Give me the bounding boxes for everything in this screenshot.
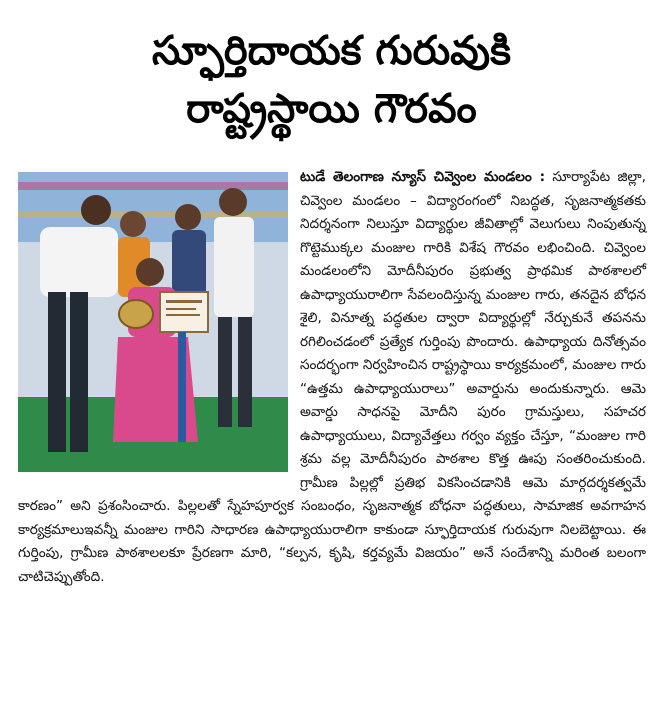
headline-line-2: రాష్ట్రస్థాయి గౌరవం xyxy=(186,86,477,132)
headline xyxy=(0,22,663,138)
dateline: టుడే తెలంగాణ న్యూస్ చివ్వెంల మండలం : xyxy=(300,169,546,185)
headline-line-1: స్ఫూర్తిదాయక గురువుకి xyxy=(152,28,511,74)
article-body xyxy=(18,166,646,589)
article-text: సూర్యాపేట జిల్లా, చివ్వెంల మండలం – విద్యారంగంలో నిబద్ధత, సృజనాత్మకతకు నిదర్శనంగా నిలుస్తూ విద్యార్థుల జీవితాల్లో వెలుగులు నింపుతున్న గొట్టెముక్కల మంజుల గారికి విశేష గౌరవం లభించింది. చివ్వెంల మండలంలోని మోదీనీపురం ప్రభుత్వ ప్రాథమిక పాఠశాలలో ఉపాధ్యాయురాలిగా సేవలందిస్తున్న మంజుల గారు, తనదైన బోధన శైలి, వినూత్న పద్ధతుల ద్వారా విద్యార్థుల్లో నేర్చుకునే తపనను రగిలించడంలో ప్రత్యేక గుర్తింపు పొందారు. ఉపాధ్యాయ దినోత్సవం సందర్భంగా నిర్వహించిన రాష్ట్రస్థాయి కార్యక్రమంలో, మంజుల గారు “ఉత్తమ ఉపాధ్యాయురాలు” అవార్డును అందుకున్నారు. ఆమె అవార్డు సాధనపై మోదీని పురం గ్రామస్తులు, సహచర ఉపాధ్యాయులు, విద్యావేత్తలు గర్వం వ్యక్తం చేస్తూ, “మంజుల గారి శ్రమ వల్ల మోదీనీపురం పాఠశాల కొత్త ఊపు సంతరించుకుంది. గ్రామీణ పిల్లల్లో ప్రతిభ వికసించడానికి ఆమె మార్గదర్శకత్వమే కారణం” అని ప్రశంసించారు. పిల్లలతో స్నేహపూర్వక సంబంధం, సృజనాత్మక బోధనా పద్ధతులు, సామాజిక అవగాహన కార్యక్రమాలుఇవన్నీ మంజుల గారిని సాధారణ ఉపాధ్యాయురాలిగా కాకుండా స్ఫూర్తిదాయక గురువుగా నిలబెట్టాయి. ఈ గుర్తింపు, గ్రామీణ పాఠశాలలకూ ప్రేరణగా మారి, “కల్పన, కృషి, కర్తవ్యమే విజయం” అనే సందేశాన్ని మరింత బలంగా చాటిచెప్పుతోంది. xyxy=(18,169,646,585)
photo-spacer xyxy=(18,166,300,474)
